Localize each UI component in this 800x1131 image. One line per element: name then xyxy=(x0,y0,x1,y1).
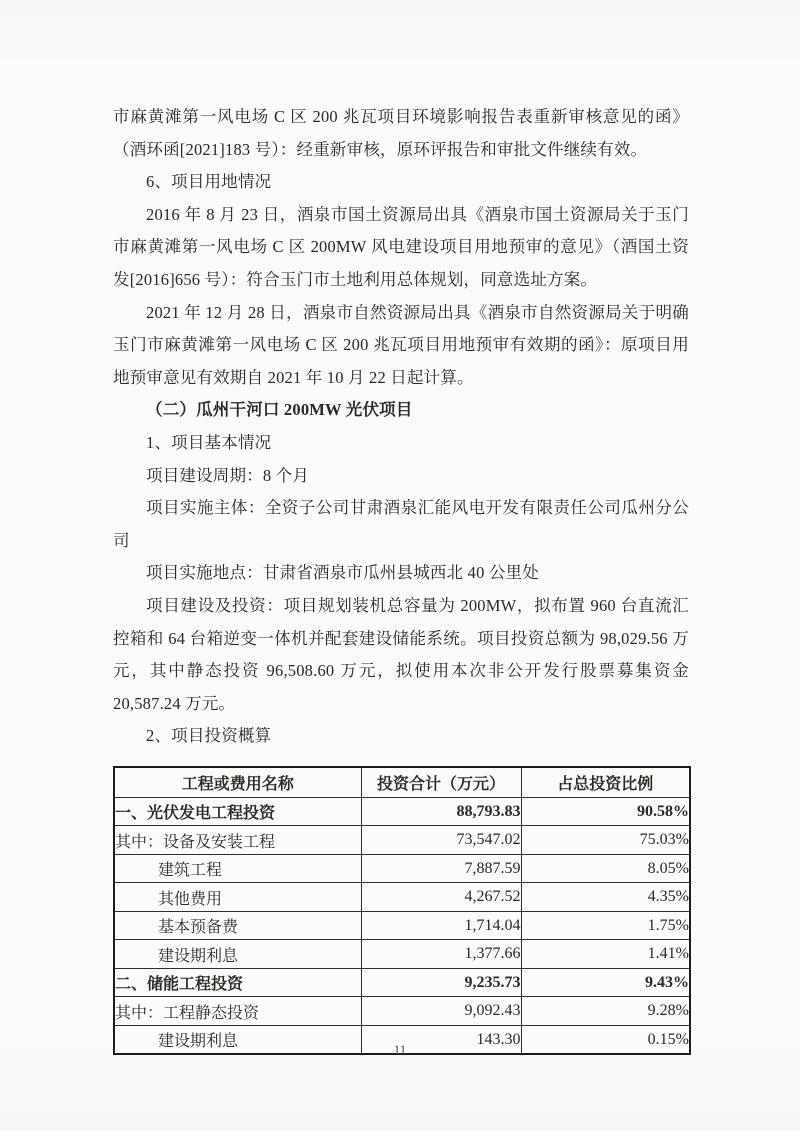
heading-6-land-use: 6、项目用地情况 xyxy=(146,172,272,192)
para-2021-preapproval-validity: 2021 年 12 月 28 日，酒泉市自然资源局出具《酒泉市自然资源局关于明确玉门市麻黄滩第一风电场 C 区 200 兆瓦项目用地预审有效期的函》：原项目用地预审意见有效期自 2021 年 10 月 22 日起计算。 xyxy=(113,302,689,387)
table-row xyxy=(114,940,690,969)
para-2016-land-preapproval: 2016 年 8 月 23 日，酒泉市国土资源局出具《酒泉市国土资源局关于玉门市麻黄滩第一风电场 C 区 200MW 风电建设项目用地预审的意见》（酒国土资发[2016]656 号）：符合玉门市土地利用总体规划，同意选址方案。 xyxy=(113,204,689,289)
investment-amount-cell: 9,235.73 xyxy=(361,968,521,997)
table-row xyxy=(114,854,690,883)
ratio-cell: 1.41% xyxy=(521,940,690,969)
para-construction-investment: 项目建设及投资：项目规划装机总容量为 200MW，拟布置 960 台直流汇控箱和 64 台箱逆变一体机并配套建设储能系统。项目投资总额为 98,029.56 万元，其中静态投资 96,508.60 万元，拟使用本次非公开发行股票募集资金 20,587.24 万元。 xyxy=(113,595,689,713)
ratio-cell: 1.75% xyxy=(521,911,690,940)
cost-item-name-cell: 建筑工程 xyxy=(114,854,361,883)
cost-item-name-cell: 一、光伏发电工程投资 xyxy=(114,797,361,826)
cost-item-name-cell: 建设期利息 xyxy=(114,1025,361,1054)
table-row xyxy=(114,883,690,912)
table-row xyxy=(114,797,690,826)
investment-amount-cell: 73,547.02 xyxy=(361,826,521,855)
header-total-investment: 投资合计（万元） xyxy=(361,767,521,798)
ratio-cell: 75.03% xyxy=(521,826,690,855)
cost-item-name-cell: 基本预备费 xyxy=(114,911,361,940)
table-row xyxy=(114,968,690,997)
ratio-cell: 9.28% xyxy=(521,997,690,1026)
cost-item-name-cell: 二、储能工程投资 xyxy=(114,968,361,997)
header-cost-item-name: 工程或费用名称 xyxy=(114,767,361,798)
ratio-cell: 8.05% xyxy=(521,854,690,883)
table-row xyxy=(114,826,690,855)
cost-item-name-cell: 其中：设备及安装工程 xyxy=(114,826,361,855)
table-row xyxy=(114,997,690,1026)
cost-item-name-cell: 其中：工程静态投资 xyxy=(114,997,361,1026)
ratio-cell: 0.15% xyxy=(521,1025,690,1054)
investment-amount-cell: 88,793.83 xyxy=(361,797,521,826)
page-content xyxy=(113,101,689,1055)
ratio-cell: 90.58% xyxy=(521,797,690,826)
header-ratio-of-total: 占总投资比例 xyxy=(521,767,690,798)
heading-1-basic-info: 1、项目基本情况 xyxy=(146,432,272,452)
ratio-cell: 4.35% xyxy=(521,883,690,912)
heading-2-investment-estimate: 2、项目投资概算 xyxy=(146,726,272,746)
para-implementing-entity: 项目实施主体：全资子公司甘肃酒泉汇能风电开发有限责任公司瓜州分公司 xyxy=(113,498,689,550)
heading-section-2-pv-project: （二）瓜州干河口 200MW 光伏项目 xyxy=(146,400,413,420)
table-row xyxy=(114,911,690,940)
investment-amount-cell: 143.30 xyxy=(361,1025,521,1054)
cost-item-name-cell: 其他费用 xyxy=(114,883,361,912)
investment-amount-cell: 9,092.43 xyxy=(361,997,521,1026)
investment-amount-cell: 4,267.52 xyxy=(361,883,521,912)
table-header-row xyxy=(114,767,690,798)
investment-estimate-table xyxy=(113,766,691,1056)
cost-item-name-cell: 建设期利息 xyxy=(114,940,361,969)
page-number: 11 xyxy=(393,1042,407,1057)
para-continuation-env-review: 市麻黄滩第一风电场 C 区 200 兆瓦项目环境影响报告表重新审核意见的函》（酒环函[2021]183 号）：经重新审核，原环评报告和审批文件继续有效。 xyxy=(113,107,689,159)
para-construction-period: 项目建设周期：8 个月 xyxy=(146,465,310,485)
investment-amount-cell: 1,377.66 xyxy=(361,940,521,969)
ratio-cell: 9.43% xyxy=(521,968,690,997)
para-project-location: 项目实施地点：甘肃省酒泉市瓜州县城西北 40 公里处 xyxy=(146,563,539,583)
investment-amount-cell: 7,887.59 xyxy=(361,854,521,883)
body-text xyxy=(113,101,689,753)
investment-amount-cell: 1,714.04 xyxy=(361,911,521,940)
